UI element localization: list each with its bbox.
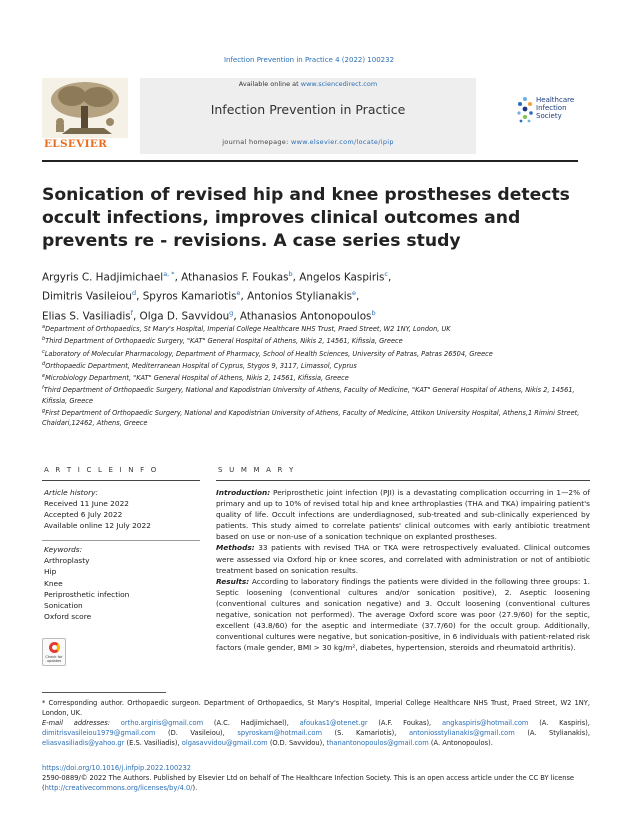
summary-heading: S U M M A R Y xyxy=(218,466,296,474)
email-link[interactable]: eliasvasiliadis@yahoo.gr xyxy=(42,739,125,747)
affiliation-item: $^g$First Department of Orthopaedic Surgery, National and Kapodistrian University of Athens, Faculty of Medicine, Attikon University Hospital, Athens,1 Rimini Street, Chaidari,12462, Athens, Greece xyxy=(42,407,580,428)
summary-methods: Methods: 33 patients with revised THA or TKA were retrospectively evaluated. Clinical outcomes were assessed via Oxford hip or knee scores, and correlated with administration or not of antibiotic treatment based on sonication results. xyxy=(216,543,590,575)
journal-reference[interactable]: Infection Prevention in Practice 4 (2022) 100232 xyxy=(223,56,395,64)
affiliations xyxy=(42,322,582,428)
author-list: Argyris C. Hadjimichael$^{a, *}$, Athanasios F. Foukas$^b$, Angelos Kaspiris$^c$, Dimitris Vasileiou$^d$, Spyros Kamariotis$^e$, Antonios Stylianakis$^e$, Elias S. Vasiliadis$^f$, Olga D. Savvidou$^g$, Athanasios Antonopoulos$^b$ xyxy=(42,270,392,323)
author-name[interactable]: Angelos Kaspiris xyxy=(299,271,385,284)
society-dots-icon xyxy=(516,96,534,124)
email-addresses: E-mail addresses: ortho.argiris@gmail.com (A.C. Hadjimichael), afoukas1@otenet.gr (A.F. Foukas), angkaspiris@hotmail.com (A. Kaspiris), dimitrisvasileiou1979@gmail.com (D. Vasileiou), spyroskam@hotmail.com (S. Kamariotis), antoniosstylianakis@gmail.com (A. Stylianakis), eliasvasiliadis@yahoo.gr (E.S. Vasiliadis), olgasavvidou@gmail.com (O.D. Savvidou), thanantonopoulos@gmail.com (A. Antonopoulos). xyxy=(42,719,590,747)
author-name[interactable]: Elias S. Vasiliadis xyxy=(42,310,131,323)
keyword: Arthroplasty xyxy=(44,556,90,566)
affiliation-item: $^d$Orthopaedic Department, Mediterranean Hospital of Cyprus, Stygos 9, 3117, Limassol, Cyprus xyxy=(42,360,357,371)
keyword: Hip xyxy=(44,567,57,577)
article-history: Article history: Received 11 June 2022 Accepted 6 July 2022 Available online 12 July 2022 xyxy=(44,487,202,531)
email-link[interactable]: spyroskam@hotmail.com xyxy=(237,729,322,737)
accepted-date: Accepted 6 July 2022 xyxy=(44,510,123,519)
email-link[interactable]: afoukas1@otenet.gr xyxy=(299,719,368,727)
footnote-divider xyxy=(42,692,166,693)
doi-link[interactable]: https://doi.org/10.1016/j.infpip.2022.100232 xyxy=(42,764,192,772)
society-name: Healthcare Infection Society xyxy=(536,96,575,120)
journal-header xyxy=(42,78,578,154)
author-name[interactable]: Athanasios F. Foukas xyxy=(181,271,289,284)
doi-license-block xyxy=(42,763,590,793)
email-link[interactable]: olgasavvidou@gmail.com xyxy=(181,739,268,747)
homepage-link[interactable]: www.elsevier.com/locate/ipip xyxy=(290,138,394,146)
affiliation-item: $^c$Laboratory of Molecular Pharmacology, Department of Pharmacy, School of Health Sciences, University of Patras, Patras 26504, Greece xyxy=(42,348,493,358)
summary-introduction: Introduction: Periprosthetic joint infection (PJI) is a devastating complication occurring in 1—2% of primary and up to 10% of revised total hip and knee arthroplasties (THA and TKA) impairing patient's quality of life. Occult infections are underdiagnosed, sub-treated and sub-clinically experienced by patients. This study aimed to correlate patients' clinical outcomes with early antibiotic treatment based on use or non-use of a sonication technique on explanted prostheses. xyxy=(216,488,590,542)
affiliation-item: $^a$Department of Orthopaedics, St Mary's Hospital, Imperial College Healthcare NHS Trust, Praed Street, W2 1NY, London, UK xyxy=(42,324,451,334)
corresponding-author-note: * Corresponding author. Orthopaedic surgeon. Department of Orthopaedics, St Mary's Hospital, Imperial College Healthcare NHS Trust, Praed Street, W2 1NY, London, UK. xyxy=(42,699,590,717)
keywords-divider xyxy=(42,540,200,541)
paper-title: Sonication of revised hip and knee prostheses detects occult infections, improves clinical outcomes and prevents re - revisions. A case series study xyxy=(42,185,570,251)
received-date: Received 11 June 2022 xyxy=(44,499,129,508)
keyword: Periprosthetic infection xyxy=(44,589,130,599)
healthcare-infection-society-logo[interactable] xyxy=(516,92,578,132)
affiliation-item: $^f$Third Department of Orthopaedic Surgery, National and Kapodistrian University of Athens, Faculty of Medicine, "KAT" General Hospital of Athens, Nikis 2, 14561, Kifissia, Greece xyxy=(42,385,575,405)
header-divider xyxy=(42,160,578,162)
summary-abstract xyxy=(216,487,590,653)
license-statement: 2590-0889/© 2022 The Authors. Published by Elsevier Ltd on behalf of The Healthcare Infection Society. This is an open access article under the CC BY license (http://creativecommons.org/licenses/by/4.0/). xyxy=(42,774,575,792)
affiliation-item: $^e$Microbiology Department, "KAT" General Hospital of Athens, Nikis 2, 14561, Kifissia, Greece xyxy=(42,373,349,383)
available-online: Available online at www.sciencedirect.com xyxy=(238,80,378,88)
author-name[interactable]: Spyros Kamariotis xyxy=(142,290,237,303)
email-link[interactable]: angkaspiris@hotmail.com xyxy=(441,719,529,727)
author-name[interactable]: Argyris C. Hadjimichael xyxy=(42,271,164,284)
check-for-updates-badge[interactable]: Check for updates xyxy=(42,638,66,666)
author-name[interactable]: Antonios Stylianakis xyxy=(247,290,353,303)
email-link[interactable]: dimitrisvasileiou1979@gmail.com xyxy=(42,729,156,737)
update-ring-icon xyxy=(49,642,60,653)
author-name[interactable]: Dimitris Vasileiou xyxy=(42,290,132,303)
keyword: Knee xyxy=(44,578,63,588)
footnotes xyxy=(42,698,590,748)
author-name[interactable]: Olga D. Savvidou xyxy=(139,310,230,323)
elsevier-wordmark: ELSEVIER xyxy=(44,138,108,150)
affiliation-item: $^b$Third Department of Orthopaedic Surgery, "KAT" General Hospital of Athens, Nikis 2, 14561, Kifissia, Greece xyxy=(42,336,403,346)
license-link[interactable]: http://creativecommons.org/licenses/by/4.0/ xyxy=(44,784,193,792)
summary-divider xyxy=(216,480,590,481)
online-date: Available online 12 July 2022 xyxy=(44,521,151,530)
keyword: Sonication xyxy=(44,601,83,611)
email-link[interactable]: thanantonopoulos@gmail.com xyxy=(326,739,429,747)
keyword: Oxford score xyxy=(44,612,92,622)
article-info-divider xyxy=(42,480,200,481)
elsevier-tree-logo[interactable] xyxy=(42,78,128,154)
email-link[interactable]: ortho.argiris@gmail.com xyxy=(120,719,204,727)
journal-banner xyxy=(140,78,476,154)
keywords: Keywords: Arthroplasty Hip Knee Periprosthetic infection Sonication Oxford score xyxy=(44,544,202,622)
email-link[interactable]: antoniosstylianakis@gmail.com xyxy=(408,729,515,737)
summary-results: Results: According to laboratory findings the patients were divided in the following three groups: 1. Septic loosening (conventional cultures and/or sonication positive), 2. Aseptic loosening (conventional cultures and sonication negative) and 3. Occult loosening (conventional cultures negative, sonication not performed). The average Oxford score was poor (27.9/60) for the septic, excellent (43.8/60) for the aseptic and intermediate (37.7/60) for the occult group. Additionally, conventional cultures were negative, but sonication-positive, in 6 individuals with patient-related risk factors (male gender, BMI > 30 kg/m², diabetes, hypertension, steroids and rheumatoid arthritis). xyxy=(216,576,590,653)
author-name[interactable]: Athanasios Antonopoulos xyxy=(239,310,372,323)
article-info-heading: A R T I C L E I N F O xyxy=(44,466,159,474)
journal-title: Infection Prevention in Practice xyxy=(210,102,406,117)
sciencedirect-link[interactable]: www.sciencedirect.com xyxy=(300,80,378,88)
journal-homepage: journal homepage: www.elsevier.com/locate/ipip xyxy=(222,138,394,146)
